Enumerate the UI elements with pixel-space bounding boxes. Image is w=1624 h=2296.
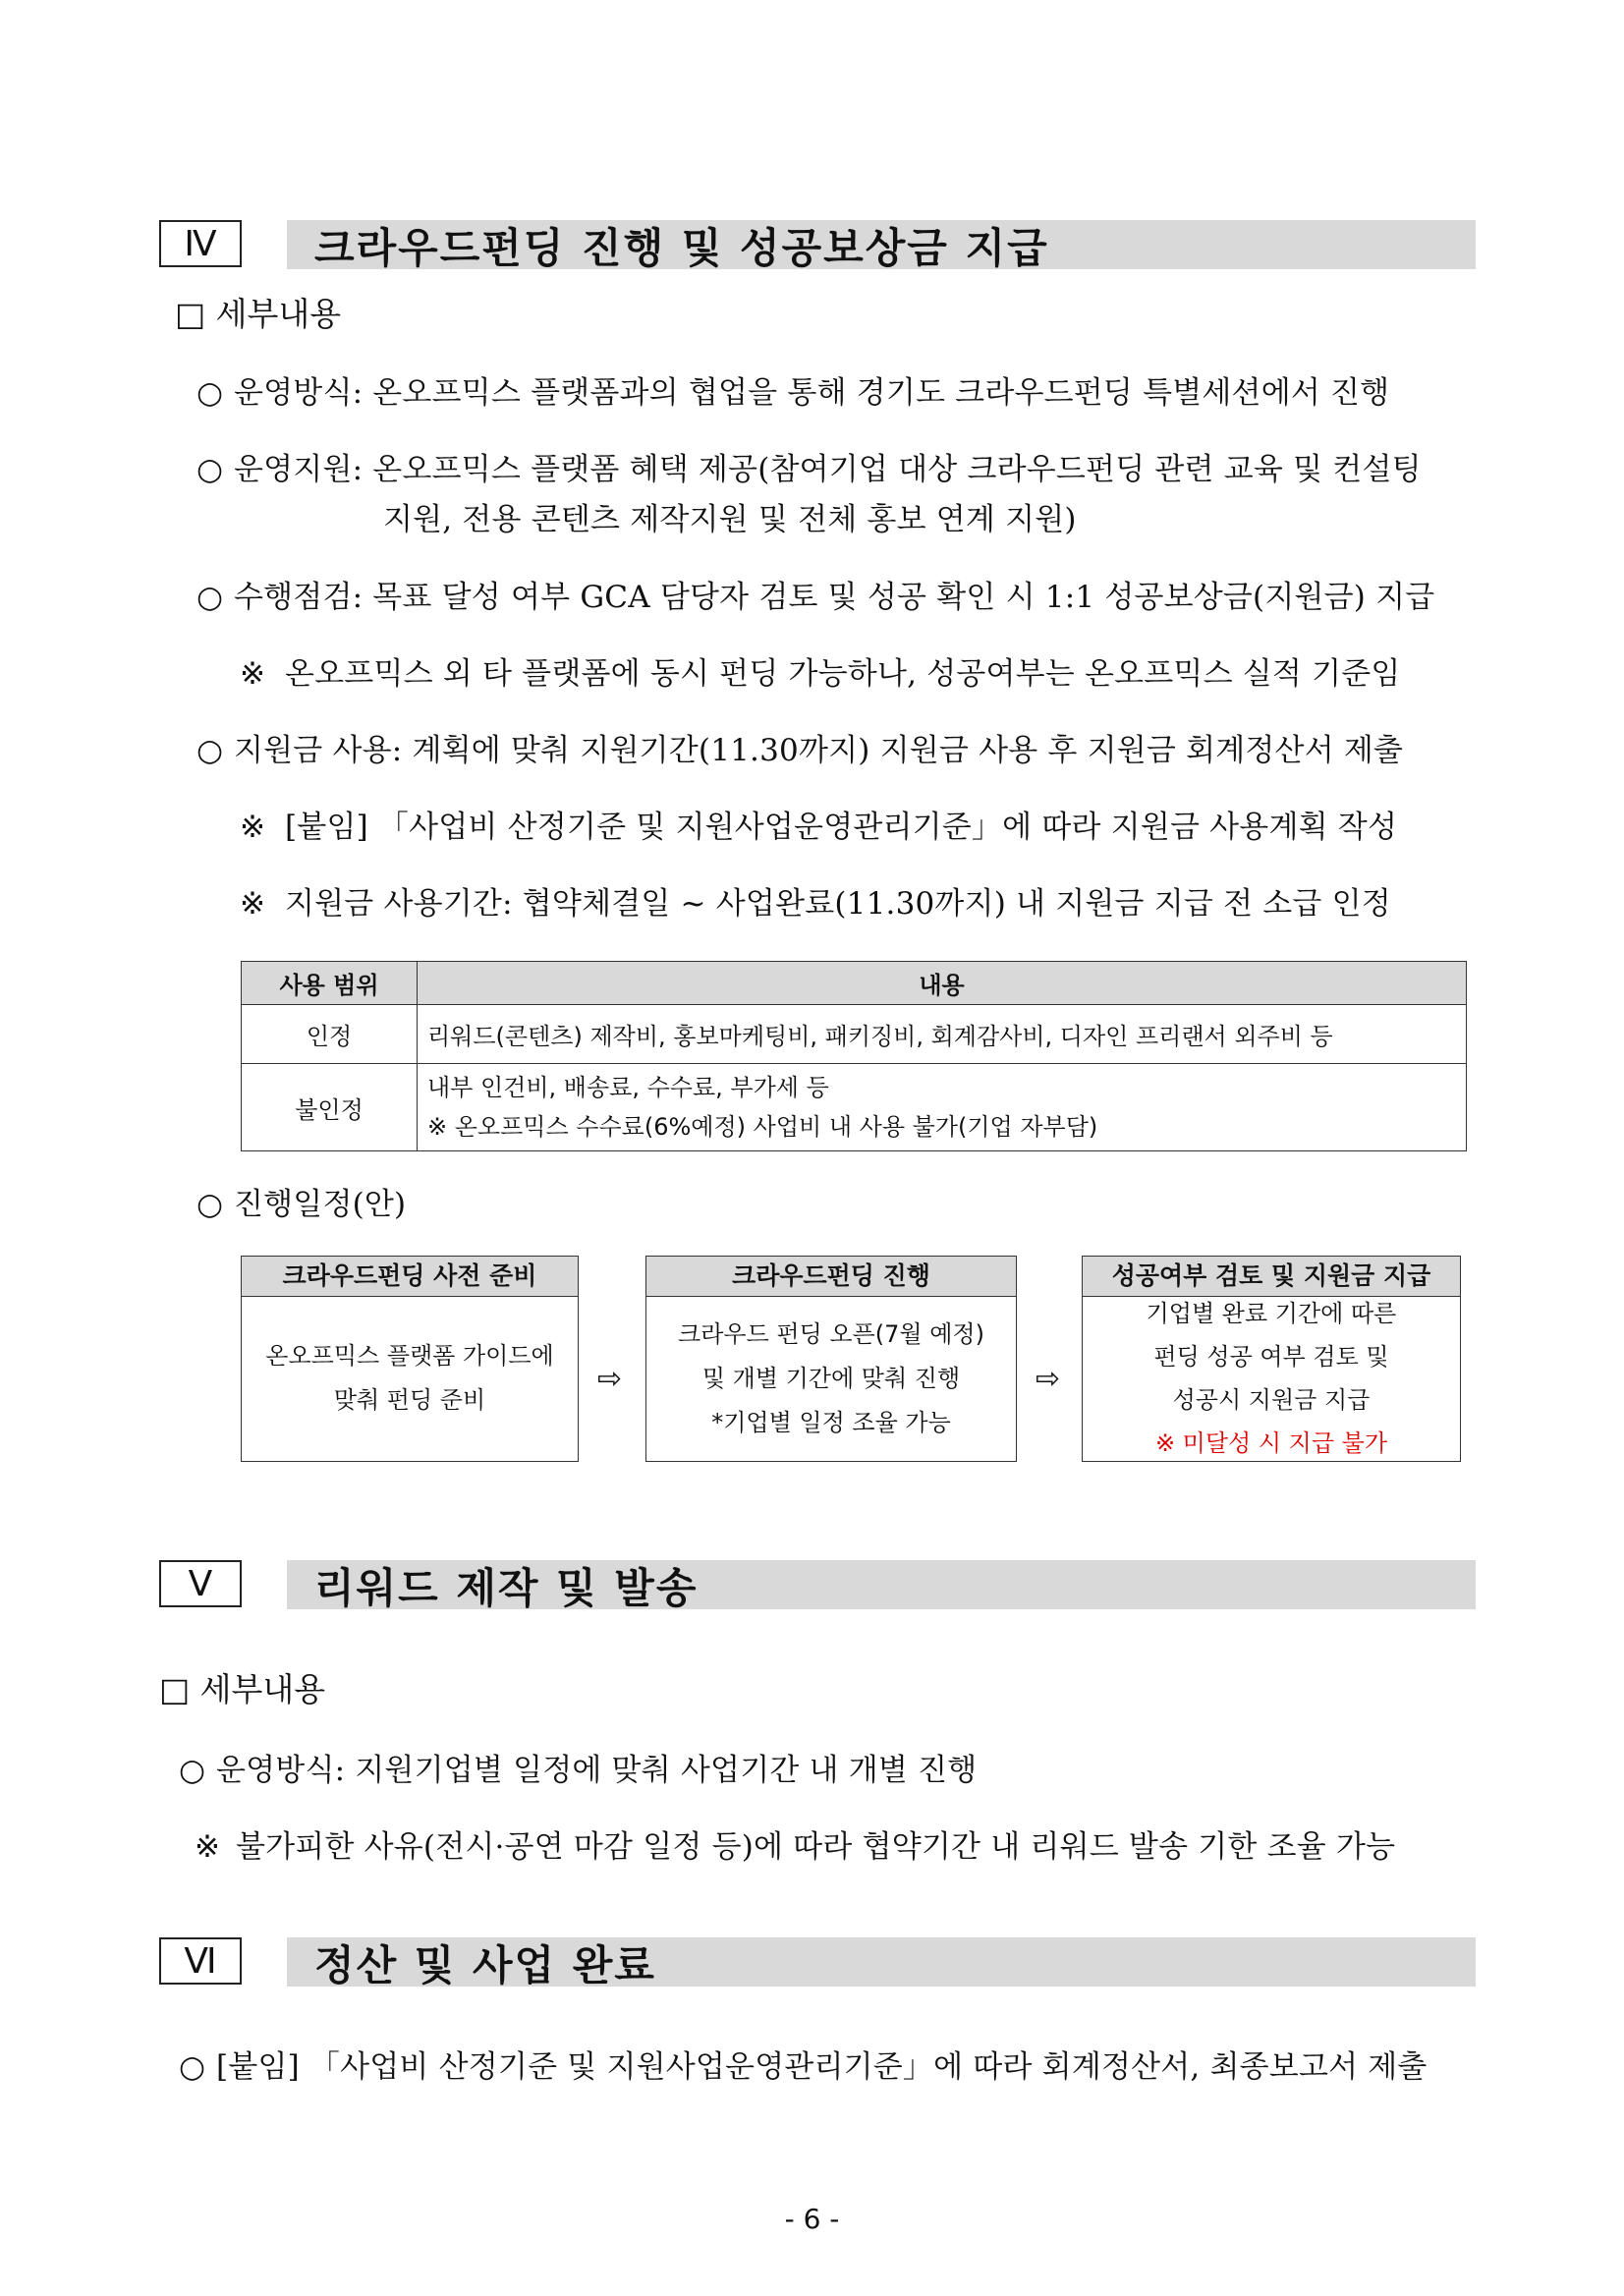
table-row (242, 1005, 1467, 1064)
flow-step-line: 성공시 지원금 지급 (1172, 1386, 1371, 1414)
flow-step-3 (1082, 1256, 1461, 1462)
table-cell-line: 내부 인건비, 배송료, 수수료, 부가세 등 (427, 1074, 829, 1101)
note-item: ※ 불가피한 사유(전시·공연 마감 일정 등)에 따라 협약기간 내 리워드 발송 기한 조율 가능 (195, 1829, 1396, 1865)
flow-step-warning: ※ 미달성 시 지급 불가 (1154, 1429, 1388, 1457)
table-header-cell: 사용 범위 (242, 962, 418, 1005)
table-cell-category: 불인정 (242, 1064, 418, 1151)
note-item: ※ 온오프믹스 외 타 플랫폼에 동시 펀딩 가능하나, 성공여부는 온오프믹스 실적 기준임 (240, 656, 1401, 692)
list-item: ○ [붙임] 「사업비 산정기준 및 지원사업운영관리기준」에 따라 회계정산서, 최종보고서 제출 (179, 2049, 1428, 2085)
table-row (242, 1064, 1467, 1151)
flow-step-title: 성공여부 검토 및 지원금 지급 (1083, 1257, 1460, 1297)
table-header-cell: 내용 (418, 962, 1467, 1005)
flow-step-line: 기업별 완료 기간에 따른 (1146, 1300, 1397, 1327)
list-item: ○ 운영지원: 온오프믹스 플랫폼 혜택 제공(참여기업 대상 크라우드펀딩 관련 교육 및 컨설팅 (196, 452, 1422, 487)
list-item-continuation: 지원, 전용 콘텐츠 제작지원 및 전체 홍보 연계 지원) (383, 502, 1077, 537)
table-cell-category: 인정 (242, 1005, 418, 1064)
section-4-subheading: □ 세부내용 (175, 295, 342, 333)
section-5-number: Ⅴ (159, 1560, 242, 1607)
flow-step-line: *기업별 일정 조율 가능 (711, 1408, 951, 1436)
section-6-number: Ⅵ (159, 1937, 242, 1985)
page-number: - 6 - (784, 2203, 840, 2235)
flow-step-line: 펀딩 성공 여부 검토 및 (1153, 1343, 1389, 1371)
flow-step-2 (645, 1256, 1017, 1462)
list-item: ○ 운영방식: 온오프믹스 플랫폼과의 협업을 통해 경기도 크라우드펀딩 특별세션에서 진행 (196, 375, 1390, 411)
note-item: ※ [붙임] 「사업비 산정기준 및 지원사업운영관리기준」에 따라 지원금 사용계획 작성 (240, 810, 1398, 845)
flow-step-body (242, 1297, 578, 1460)
section-5-title: 리워드 제작 및 발송 (314, 1564, 699, 1612)
section-6-title: 정산 및 사업 완료 (314, 1941, 656, 1989)
section-5-subheading: □ 세부내용 (159, 1670, 326, 1708)
flow-step-title: 크라우드펀딩 사전 준비 (242, 1257, 578, 1297)
flow-step-line: 및 개별 기간에 맞춰 진행 (701, 1364, 961, 1392)
note-item: ※ 지원금 사용기간: 협약체결일 ~ 사업완료(11.30까지) 내 지원금 지급 전 소급 인정 (240, 886, 1391, 922)
flow-step-body (1083, 1297, 1460, 1460)
flow-step-line: 온오프믹스 플랫폼 가이드에 (265, 1342, 554, 1370)
list-item: ○ 진행일정(안) (196, 1187, 407, 1222)
table-cell-line: ※ 온오프믹스 수수료(6%예정) 사업비 내 사용 불가(기업 자부담) (427, 1113, 1098, 1141)
table-cell-content (418, 1064, 1467, 1151)
flow-step-body (646, 1297, 1016, 1460)
arrow-right-icon: ⇨ (1036, 1362, 1061, 1396)
arrow-right-icon: ⇨ (597, 1362, 623, 1396)
table-cell-content: 리워드(콘텐츠) 제작비, 홍보마케팅비, 패키징비, 회계감사비, 디자인 프리랜서 외주비 등 (418, 1005, 1467, 1064)
flow-step-title: 크라우드펀딩 진행 (646, 1257, 1016, 1297)
section-4-number: Ⅳ (159, 220, 242, 267)
table-header-row (242, 962, 1467, 1005)
list-item: ○ 수행점검: 목표 달성 여부 GCA 담당자 검토 및 성공 확인 시 1:1 성공보상금(지원금) 지급 (196, 580, 1435, 615)
list-item: ○ 지원금 사용: 계획에 맞춰 지원기간(11.30까지) 지원금 사용 후 지원금 회계정산서 제출 (196, 733, 1404, 768)
flow-step-line: 크라우드 펀딩 오픈(7월 예정) (678, 1319, 984, 1348)
flow-step-line: 맞춰 펀딩 준비 (333, 1386, 486, 1414)
usage-scope-table (241, 961, 1467, 1151)
section-4-title: 크라우드펀딩 진행 및 성공보상금 지급 (314, 224, 1049, 272)
list-item: ○ 운영방식: 지원기업별 일정에 맞춰 사업기간 내 개별 진행 (179, 1753, 978, 1788)
flow-step-1 (241, 1256, 579, 1462)
